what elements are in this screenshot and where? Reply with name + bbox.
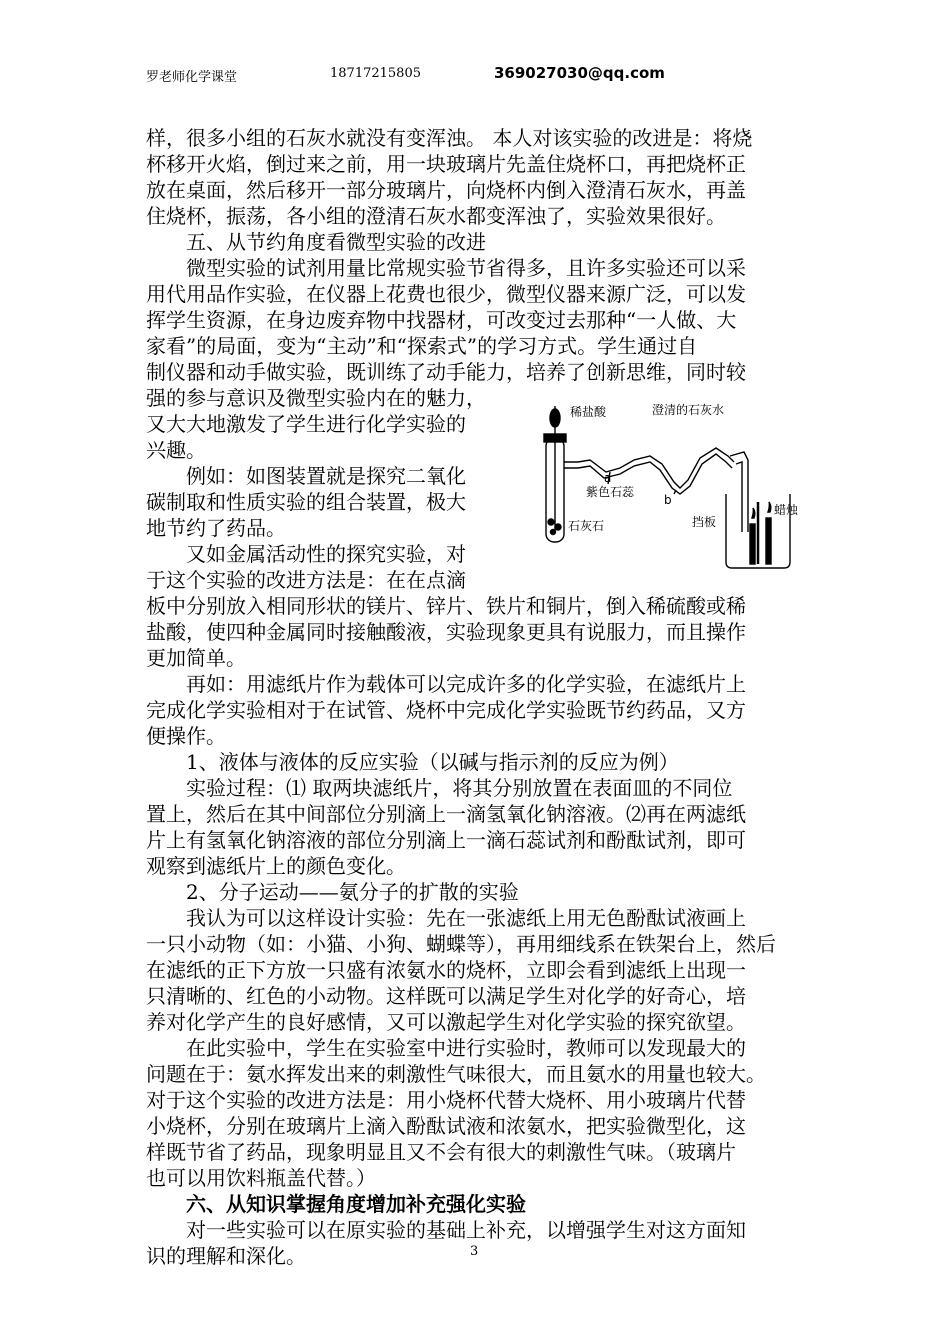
label-a: a bbox=[604, 471, 612, 485]
text-line: 用代用品作实验，在仪器上花费也很少，微型仪器来源广泛，可以发 bbox=[146, 282, 746, 306]
text-line: 微型实验的试剂用量比常规实验节省得多，且许多实验还可以采 bbox=[146, 256, 746, 280]
label-limestone: 石灰石 bbox=[568, 519, 605, 533]
text-line: 观察到滤纸片上的颜色变化。 bbox=[146, 854, 406, 878]
text-line: 再如：用滤纸片作为载体可以完成许多的化学实验，在滤纸片上 bbox=[146, 672, 746, 696]
text-line: 在滤纸的正下方放一只盛有浓氨水的烧杯，立即会看到滤纸上出现一 bbox=[146, 958, 746, 982]
text-line: 对于这个实验的改进方法是：用小烧杯代替大烧杯、用小玻璃片代替 bbox=[146, 1088, 746, 1112]
text-line: 于这个实验的改进方法是：在在点滴 bbox=[146, 568, 466, 592]
text-line: 一只小动物（如：小猫、小狗、蝴蝶等），再用细线系在铁架台上，然后 bbox=[146, 932, 776, 956]
section-heading: 六、从知识掌握角度增加补充强化实验 bbox=[146, 1192, 526, 1216]
text-line: 我认为可以这样设计实验：先在一张滤纸上用无色酚酞试液画上 bbox=[146, 906, 746, 930]
text-line: 制仪器和动手做实验，既训练了动手能力，培养了创新思维，同时较 bbox=[146, 360, 746, 384]
label-dilute-hcl: 稀盐酸 bbox=[570, 405, 607, 419]
text-line: 1、液体与液体的反应实验（以碱与指示剂的反应为例） bbox=[146, 750, 679, 774]
text-line: 挥学生资源，在身边废弃物中找器材，可改变过去那种“一人做、大 bbox=[146, 308, 737, 332]
header-author: 罗老师化学课堂 bbox=[146, 70, 238, 85]
section-heading: 五、从节约角度看微型实验的改进 bbox=[146, 230, 486, 254]
apparatus-figure bbox=[538, 402, 804, 572]
text-line: 小烧杯，分别在玻璃片上滴入酚酞试液和浓氨水，把实验微型化，这 bbox=[146, 1114, 746, 1138]
text-line: 片上有氢氧化钠溶液的部位分别滴上一滴石蕊试剂和酚酞试剂，即可 bbox=[146, 828, 746, 852]
text-line: 置上，然后在其中间部位分别滴上一滴氢氧化钠溶液。⑵再在两滤纸 bbox=[146, 802, 746, 826]
text-line: 例如：如图装置就是探究二氧化 bbox=[146, 464, 466, 488]
text-line: 实验过程：⑴ 取两块滤纸片，将其分别放置在表面皿的不同位 bbox=[146, 776, 733, 800]
text-line: 放在桌面，然后移开一部分玻璃片，向烧杯内倒入澄清石灰水，再盖 bbox=[146, 178, 746, 202]
text-line: 更加简单。 bbox=[146, 646, 246, 670]
header-phone: 18717215805 bbox=[330, 66, 421, 81]
label-limewater: 澄清的石灰水 bbox=[652, 403, 725, 417]
text-line: 只清晰的、红色的小动物。这样既可以满足学生对化学的好奇心，培 bbox=[146, 984, 746, 1008]
text-line: 样，很多小组的石灰水就没有变浑浊。 本人对该实验的改进是：将烧 bbox=[146, 126, 753, 150]
text-line: 养对化学产生的良好感情，又可以激起学生对化学实验的探究欲望。 bbox=[146, 1010, 746, 1034]
text-line: 碳制取和性质实验的组合装置，极大 bbox=[146, 490, 466, 514]
text-line: 又大大地激发了学生进行化学实验的 bbox=[146, 412, 466, 436]
text-line: 2、分子运动——氨分子的扩散的实验 bbox=[146, 880, 519, 904]
page-number: 3 bbox=[470, 1244, 479, 1259]
text-line: 便操作。 bbox=[146, 724, 226, 748]
label-baffle: 挡板 bbox=[692, 515, 717, 529]
text-line: 板中分别放入相同形状的镁片、锌片、铁片和铜片，倒入稀硫酸或稀 bbox=[146, 594, 746, 618]
label-candle: 蜡烛 bbox=[774, 503, 799, 517]
text-line: 家看”的局面，变为“主动”和“探索式”的学习方式。学生通过自 bbox=[146, 334, 698, 358]
text-line: 样既节省了药品，现象明显且又不会有很大的刺激性气味。（玻璃片 bbox=[146, 1140, 736, 1164]
header-email: 369027030@qq.com bbox=[494, 64, 665, 82]
text-line: 兴趣。 bbox=[146, 438, 206, 462]
text-line: 识的理解和深化。 bbox=[146, 1244, 306, 1268]
text-line: 在此实验中，学生在实验室中进行实验时，教师可以发现最大的 bbox=[146, 1036, 746, 1060]
text-line: 盐酸，使四种金属同时接触酸液，实验现象更具有说服力，而且操作 bbox=[146, 620, 746, 644]
text-line: 问题在于：氨水挥发出来的刺激性气味很大，而且氨水的用量也较大。 bbox=[146, 1062, 766, 1086]
text-line: 住烧杯，振荡，各小组的澄清石灰水都变浑浊了，实验效果很好。 bbox=[146, 204, 726, 228]
text-line: 杯移开火焰，倒过来之前，用一块玻璃片先盖住烧杯口，再把烧杯正 bbox=[146, 152, 746, 176]
label-litmus: 紫色石蕊 bbox=[586, 485, 635, 499]
text-line: 也可以用饮料瓶盖代替。） bbox=[146, 1166, 376, 1190]
text-line: 强的参与意识及微型实验内在的魅力， bbox=[146, 386, 486, 410]
text-line: 又如金属活动性的探究实验，对 bbox=[146, 542, 466, 566]
text-line: 完成化学实验相对于在试管、烧杯中完成化学实验既节约药品，又方 bbox=[146, 698, 746, 722]
label-b: b bbox=[664, 493, 672, 507]
text-line: 对一些实验可以在原实验的基础上补充，以增强学生对这方面知 bbox=[146, 1218, 746, 1242]
text-line: 地节约了药品。 bbox=[146, 516, 286, 540]
